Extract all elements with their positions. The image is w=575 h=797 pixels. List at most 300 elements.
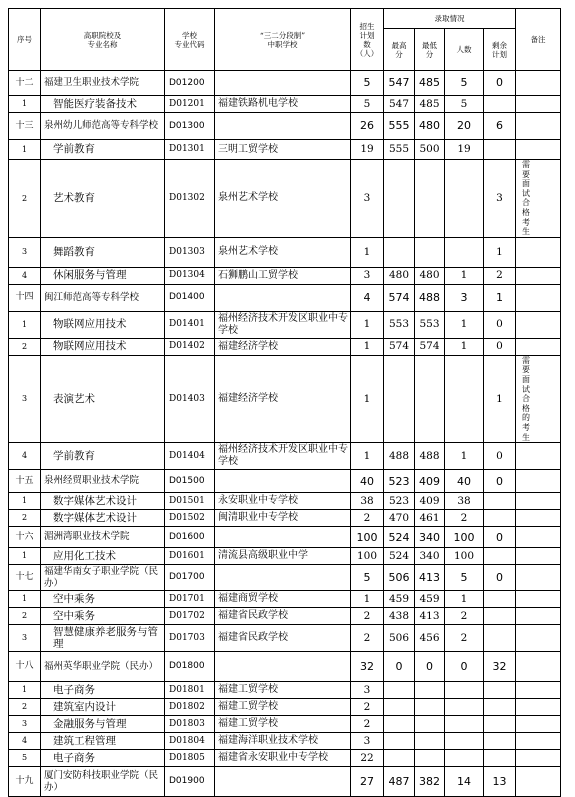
row-remaining (484, 750, 516, 767)
row-min-score: 409 (415, 493, 445, 510)
row-remaining: 0 (484, 527, 516, 548)
row-note (516, 625, 561, 652)
row-index: 1 (9, 96, 41, 113)
row-count (445, 355, 484, 442)
table-row (9, 591, 561, 608)
row-school: 清流县高级职业中学 (215, 548, 351, 565)
row-name: 厦门安防科技职业学院（民办） (41, 767, 165, 797)
row-count: 20 (445, 113, 484, 140)
row-index: 十二 (9, 71, 41, 96)
row-max-score: 574 (384, 338, 415, 355)
row-note (516, 284, 561, 311)
row-min-score: 488 (415, 443, 445, 470)
row-count: 1 (445, 591, 484, 608)
row-remaining: 0 (484, 338, 516, 355)
row-min-score: 413 (415, 565, 445, 591)
institution-row (9, 652, 561, 682)
row-code: D01703 (165, 625, 215, 652)
header-plan: 招生 计划 数 （人） (351, 9, 384, 71)
row-plan: 100 (351, 548, 384, 565)
row-plan: 3 (351, 267, 384, 284)
row-remaining (484, 493, 516, 510)
row-min-score: 409 (415, 470, 445, 493)
table-row (9, 625, 561, 652)
row-index: 2 (9, 699, 41, 716)
institution-row (9, 113, 561, 140)
row-index: 2 (9, 160, 41, 238)
row-code: D01803 (165, 716, 215, 733)
row-plan: 3 (351, 160, 384, 238)
row-plan: 38 (351, 493, 384, 510)
row-index: 3 (9, 625, 41, 652)
row-max-score: 555 (384, 113, 415, 140)
header-admission: 录取情况 (384, 9, 516, 29)
row-count: 1 (445, 267, 484, 284)
row-count: 2 (445, 625, 484, 652)
row-remaining (484, 608, 516, 625)
row-count: 38 (445, 493, 484, 510)
row-min-score: 488 (415, 284, 445, 311)
row-note (516, 338, 561, 355)
row-code: D01404 (165, 443, 215, 470)
row-remaining: 32 (484, 652, 516, 682)
row-index: 3 (9, 237, 41, 267)
row-count: 5 (445, 565, 484, 591)
row-name: 数字媒体艺术设计 (41, 493, 165, 510)
row-note (516, 493, 561, 510)
row-school: 福建省民政学校 (215, 608, 351, 625)
row-max-score (384, 682, 415, 699)
row-min-score: 461 (415, 510, 445, 527)
row-max-score (384, 716, 415, 733)
row-code: D01500 (165, 470, 215, 493)
row-count: 100 (445, 527, 484, 548)
header-seq: 序号 (9, 9, 41, 71)
row-remaining (484, 548, 516, 565)
row-max-score (384, 160, 415, 238)
row-index: 1 (9, 591, 41, 608)
row-remaining: 0 (484, 565, 516, 591)
row-school: 福建工贸学校 (215, 682, 351, 699)
row-code: D01702 (165, 608, 215, 625)
row-remaining: 3 (484, 160, 516, 238)
row-note (516, 355, 561, 442)
header-max: 最高 分 (384, 29, 415, 71)
row-school: 福建省民政学校 (215, 625, 351, 652)
row-count (445, 682, 484, 699)
row-plan: 40 (351, 470, 384, 493)
row-max-score: 506 (384, 565, 415, 591)
row-note (516, 510, 561, 527)
row-code: D01501 (165, 493, 215, 510)
row-index: 十三 (9, 113, 41, 140)
row-name: 休闲服务与管理 (41, 267, 165, 284)
row-max-score: 553 (384, 311, 415, 338)
row-school: 闽清职业中专学校 (215, 510, 351, 527)
row-name: 泉州经贸职业技术学院 (41, 470, 165, 493)
row-school (215, 565, 351, 591)
row-note (516, 548, 561, 565)
row-school: 泉州艺术学校 (215, 237, 351, 267)
row-remaining: 0 (484, 470, 516, 493)
header-remain: 剩余 计划 (484, 29, 516, 71)
row-code: D01400 (165, 284, 215, 311)
row-plan: 1 (351, 237, 384, 267)
row-max-score (384, 699, 415, 716)
row-min-score: 553 (415, 311, 445, 338)
row-count (445, 733, 484, 750)
row-code: D01502 (165, 510, 215, 527)
row-index: 十五 (9, 470, 41, 493)
row-plan: 100 (351, 527, 384, 548)
table-row (9, 160, 561, 238)
table-row (9, 548, 561, 565)
row-remaining (484, 733, 516, 750)
table-row (9, 355, 561, 442)
row-school: 福建海洋职业技术学校 (215, 733, 351, 750)
row-code: D01304 (165, 267, 215, 284)
row-min-score: 456 (415, 625, 445, 652)
row-count: 5 (445, 96, 484, 113)
row-index: 4 (9, 443, 41, 470)
institution-row (9, 71, 561, 96)
row-plan: 4 (351, 284, 384, 311)
table-body (9, 71, 561, 797)
row-max-score: 524 (384, 548, 415, 565)
row-min-score (415, 237, 445, 267)
row-note (516, 591, 561, 608)
row-index: 5 (9, 750, 41, 767)
row-max-score: 488 (384, 443, 415, 470)
row-note (516, 608, 561, 625)
row-school (215, 470, 351, 493)
row-plan: 27 (351, 767, 384, 797)
row-count (445, 160, 484, 238)
row-school: 福建省永安职业中专学校 (215, 750, 351, 767)
row-name: 舞蹈教育 (41, 237, 165, 267)
row-max-score: 523 (384, 493, 415, 510)
row-min-score: 459 (415, 591, 445, 608)
row-name: 应用化工技术 (41, 548, 165, 565)
row-code: D01303 (165, 237, 215, 267)
row-min-score: 485 (415, 71, 445, 96)
header-college: 高职院校及 专业名称 (41, 9, 165, 71)
row-school: 福建工贸学校 (215, 716, 351, 733)
row-name: 艺术教育 (41, 160, 165, 238)
row-note (516, 767, 561, 797)
row-plan: 2 (351, 608, 384, 625)
row-name: 福建卫生职业技术学院 (41, 71, 165, 96)
row-code: D01300 (165, 113, 215, 140)
row-note (516, 527, 561, 548)
row-max-score (384, 733, 415, 750)
header-count: 人数 (445, 29, 484, 71)
row-plan: 1 (351, 443, 384, 470)
row-max-score: 524 (384, 527, 415, 548)
row-note-text: 需要面试合格的考生 (522, 355, 534, 442)
row-school (215, 652, 351, 682)
row-max-score: 470 (384, 510, 415, 527)
row-index: 1 (9, 682, 41, 699)
row-count: 1 (445, 443, 484, 470)
row-count: 100 (445, 548, 484, 565)
row-school: 福建商贸学校 (215, 591, 351, 608)
table-row (9, 338, 561, 355)
row-school: 泉州艺术学校 (215, 160, 351, 238)
row-plan: 1 (351, 591, 384, 608)
row-remaining (484, 591, 516, 608)
row-count (445, 716, 484, 733)
table-row (9, 510, 561, 527)
row-name: 湄洲湾职业技术学院 (41, 527, 165, 548)
table-header (9, 9, 561, 71)
admission-table (8, 8, 561, 797)
row-plan: 2 (351, 625, 384, 652)
institution-row (9, 284, 561, 311)
row-max-score: 480 (384, 267, 415, 284)
row-index: 2 (9, 338, 41, 355)
row-note (516, 470, 561, 493)
row-max-score: 459 (384, 591, 415, 608)
row-max-score: 547 (384, 96, 415, 113)
row-note (516, 565, 561, 591)
row-code: D01301 (165, 140, 215, 160)
row-count: 19 (445, 140, 484, 160)
row-note (516, 71, 561, 96)
row-index: 十六 (9, 527, 41, 548)
row-name: 物联网应用技术 (41, 338, 165, 355)
row-note-text: 需要面试合格考生 (522, 160, 534, 237)
row-remaining (484, 140, 516, 160)
table-row (9, 267, 561, 284)
row-code: D01403 (165, 355, 215, 442)
row-code: D01402 (165, 338, 215, 355)
row-code: D01700 (165, 565, 215, 591)
row-school: 福建铁路机电学校 (215, 96, 351, 113)
row-school: 福建经济学校 (215, 355, 351, 442)
row-remaining (484, 625, 516, 652)
row-min-score (415, 682, 445, 699)
row-code: D01600 (165, 527, 215, 548)
row-name: 闽江师范高等专科学校 (41, 284, 165, 311)
row-school: 福建经济学校 (215, 338, 351, 355)
row-count: 5 (445, 71, 484, 96)
row-code: D01701 (165, 591, 215, 608)
header-code: 学校 专业代码 (165, 9, 215, 71)
row-name: 学前教育 (41, 140, 165, 160)
row-remaining (484, 96, 516, 113)
row-note (516, 311, 561, 338)
row-school: 石狮鹏山工贸学校 (215, 267, 351, 284)
row-max-score: 547 (384, 71, 415, 96)
row-remaining: 0 (484, 71, 516, 96)
row-max-score: 574 (384, 284, 415, 311)
row-remaining: 0 (484, 311, 516, 338)
row-name: 物联网应用技术 (41, 311, 165, 338)
row-note (516, 652, 561, 682)
row-code: D01200 (165, 71, 215, 96)
header-note: 备注 (516, 9, 561, 71)
row-remaining: 1 (484, 284, 516, 311)
row-max-score: 555 (384, 140, 415, 160)
row-name: 学前教育 (41, 443, 165, 470)
table-row (9, 682, 561, 699)
row-min-score: 0 (415, 652, 445, 682)
row-index: 十八 (9, 652, 41, 682)
row-plan: 32 (351, 652, 384, 682)
table-row (9, 493, 561, 510)
row-code: D01601 (165, 548, 215, 565)
row-name: 建筑工程管理 (41, 733, 165, 750)
row-name: 福州英华职业学院（民办） (41, 652, 165, 682)
row-note (516, 443, 561, 470)
row-note (516, 237, 561, 267)
row-count: 1 (445, 338, 484, 355)
row-remaining (484, 510, 516, 527)
row-remaining (484, 699, 516, 716)
row-plan: 22 (351, 750, 384, 767)
table-row (9, 140, 561, 160)
row-remaining: 6 (484, 113, 516, 140)
row-plan: 5 (351, 71, 384, 96)
row-note (516, 716, 561, 733)
row-count: 14 (445, 767, 484, 797)
row-min-score: 480 (415, 267, 445, 284)
table-row (9, 311, 561, 338)
institution-row (9, 767, 561, 797)
row-note (516, 113, 561, 140)
row-plan: 3 (351, 682, 384, 699)
row-note (516, 750, 561, 767)
row-plan: 2 (351, 510, 384, 527)
row-min-score: 500 (415, 140, 445, 160)
row-name: 智慧健康养老服务与管理 (41, 625, 165, 652)
row-note (516, 267, 561, 284)
row-max-score (384, 237, 415, 267)
row-max-score: 487 (384, 767, 415, 797)
row-min-score: 340 (415, 548, 445, 565)
row-min-score: 485 (415, 96, 445, 113)
row-count (445, 750, 484, 767)
row-min-score: 574 (415, 338, 445, 355)
table-row (9, 237, 561, 267)
row-plan: 3 (351, 733, 384, 750)
row-min-score (415, 750, 445, 767)
row-index: 1 (9, 548, 41, 565)
row-index: 十七 (9, 565, 41, 591)
row-index: 4 (9, 267, 41, 284)
institution-row (9, 527, 561, 548)
table-row (9, 608, 561, 625)
row-name: 金融服务与管理 (41, 716, 165, 733)
row-count: 3 (445, 284, 484, 311)
row-note (516, 96, 561, 113)
institution-row (9, 565, 561, 591)
table-row (9, 733, 561, 750)
row-count (445, 699, 484, 716)
row-school (215, 113, 351, 140)
row-index: 3 (9, 716, 41, 733)
row-index: 3 (9, 355, 41, 442)
row-plan: 5 (351, 96, 384, 113)
row-max-score (384, 750, 415, 767)
row-min-score (415, 699, 445, 716)
row-school: 福建工贸学校 (215, 699, 351, 716)
table-row (9, 750, 561, 767)
row-max-score: 438 (384, 608, 415, 625)
row-name: 表演艺术 (41, 355, 165, 442)
row-note (516, 682, 561, 699)
row-min-score (415, 716, 445, 733)
row-plan: 5 (351, 565, 384, 591)
row-max-score: 523 (384, 470, 415, 493)
row-max-score: 506 (384, 625, 415, 652)
row-remaining: 1 (484, 237, 516, 267)
row-index: 1 (9, 493, 41, 510)
row-remaining: 0 (484, 443, 516, 470)
row-note (516, 699, 561, 716)
row-plan: 2 (351, 716, 384, 733)
row-remaining (484, 716, 516, 733)
row-note (516, 140, 561, 160)
row-school: 福州经济技术开发区职业中专学校 (215, 443, 351, 470)
row-min-score: 480 (415, 113, 445, 140)
row-name: 智能医疗装备技术 (41, 96, 165, 113)
row-index: 4 (9, 733, 41, 750)
table-row (9, 716, 561, 733)
row-school (215, 71, 351, 96)
row-remaining (484, 682, 516, 699)
row-name: 数字媒体艺术设计 (41, 510, 165, 527)
row-name: 福建华南女子职业学院（民办） (41, 565, 165, 591)
row-code: D01401 (165, 311, 215, 338)
row-name: 建筑室内设计 (41, 699, 165, 716)
row-max-score: 0 (384, 652, 415, 682)
row-code: D01804 (165, 733, 215, 750)
row-code: D01800 (165, 652, 215, 682)
row-index: 1 (9, 311, 41, 338)
row-min-score (415, 733, 445, 750)
row-index: 2 (9, 608, 41, 625)
row-school (215, 284, 351, 311)
row-count: 2 (445, 608, 484, 625)
table-row (9, 699, 561, 716)
row-count (445, 237, 484, 267)
row-name: 空中乘务 (41, 608, 165, 625)
row-count: 0 (445, 652, 484, 682)
row-school: 三明工贸学校 (215, 140, 351, 160)
header-min: 最低 分 (415, 29, 445, 71)
row-remaining: 2 (484, 267, 516, 284)
row-code: D01302 (165, 160, 215, 238)
row-count: 2 (445, 510, 484, 527)
row-school: 永安职业中专学校 (215, 493, 351, 510)
institution-row (9, 470, 561, 493)
row-index: 1 (9, 140, 41, 160)
row-name: 泉州幼儿师范高等专科学校 (41, 113, 165, 140)
row-school (215, 767, 351, 797)
row-min-score (415, 160, 445, 238)
row-code: D01805 (165, 750, 215, 767)
row-min-score: 340 (415, 527, 445, 548)
row-code: D01802 (165, 699, 215, 716)
row-name: 电子商务 (41, 682, 165, 699)
row-plan: 1 (351, 311, 384, 338)
row-plan: 1 (351, 338, 384, 355)
row-plan: 26 (351, 113, 384, 140)
row-code: D01900 (165, 767, 215, 797)
row-count: 40 (445, 470, 484, 493)
